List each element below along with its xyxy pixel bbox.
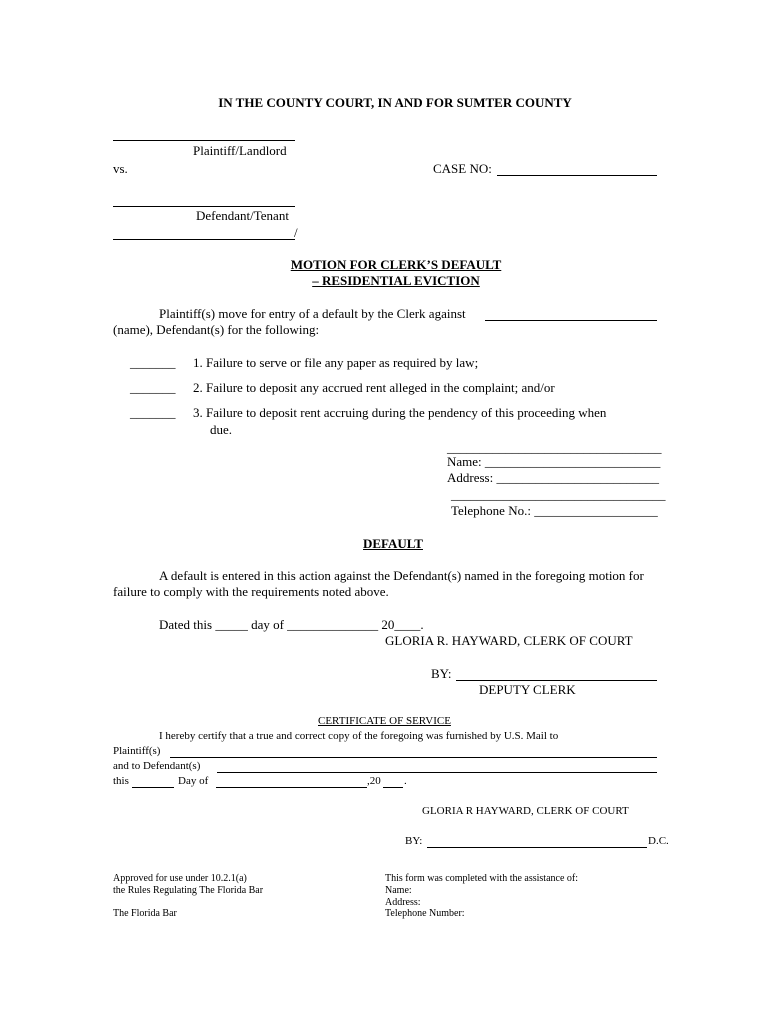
footer-assist-name: Name: [385, 885, 412, 896]
item2-blank: _______ [130, 380, 176, 395]
footer-approved2: the Rules Regulating The Florida Bar [113, 885, 264, 896]
item1-blank: _______ [130, 355, 176, 370]
motion-intro-line1: Plaintiff(s) move for entry of a default by the Clerk against [159, 306, 466, 321]
motion-intro-line2: (name), Defendant(s) for the following: [113, 322, 320, 337]
item2-text: 2. Failure to deposit any accrued rent alleged in the complaint; and/or [193, 380, 555, 395]
case-no-label: CASE NO: [433, 161, 492, 176]
signature-address: Address: _________________________ [447, 470, 659, 485]
default-by-line [456, 680, 657, 681]
certificate-by-line [427, 847, 647, 848]
caption-slash: / [294, 225, 298, 240]
footer-assist-address: Address: [385, 897, 421, 908]
default-title: DEFAULT [363, 536, 423, 551]
year-line [383, 787, 403, 788]
certificate-line1: I hereby certify that a true and correct copy of the foregoing was furnished by U.S. Mail to [159, 730, 559, 742]
certificate-clerk: GLORIA R HAYWARD, CLERK OF COURT [422, 805, 629, 817]
court-title: IN THE COUNTY COURT, IN AND FOR SUMTER COUNTY [218, 95, 572, 110]
footer-approved1: Approved for use under 10.2.1(a) [113, 873, 247, 884]
defendant-name-line [113, 206, 295, 207]
case-no-line [497, 175, 657, 176]
certificate-this: this [113, 775, 129, 787]
plaintiffs-line [170, 757, 657, 758]
plaintiff-label: Plaintiff/Landlord [193, 143, 287, 158]
defendants-line [217, 772, 657, 773]
certificate-title: CERTIFICATE OF SERVICE [318, 715, 451, 727]
this-day-line [132, 787, 174, 788]
certificate-day-of: Day of [178, 775, 209, 787]
footer-assist-telephone: Telephone Number: [385, 908, 465, 919]
defendant-against-line [485, 320, 657, 321]
certificate-year-end: . [404, 775, 407, 787]
item3-blank: _______ [130, 405, 176, 420]
default-by-label: BY: [431, 666, 452, 681]
item3-text: 3. Failure to deposit rent accruing during the pendency of this proceeding when [193, 405, 607, 420]
certificate-dc: D.C. [648, 835, 669, 847]
caption-close-line [113, 239, 295, 240]
vs-label: vs. [113, 161, 128, 176]
default-para-line2: failure to comply with the requirements noted above. [113, 584, 389, 599]
footer-assist1: This form was completed with the assistance of: [385, 873, 579, 884]
clerk-name: GLORIA R. HAYWARD, CLERK OF COURT [385, 633, 633, 648]
item1-text: 1. Failure to serve or file any paper as required by law; [193, 355, 479, 370]
certificate-by-label: BY: [405, 835, 423, 847]
deputy-clerk-label: DEPUTY CLERK [479, 682, 576, 697]
motion-title-line1: MOTION FOR CLERK’S DEFAULT [290, 257, 502, 272]
footer-florida-bar: The Florida Bar [113, 908, 177, 919]
signature-line: _________________________________ [447, 440, 662, 455]
plaintiff-name-line [113, 140, 295, 141]
item3-cont: due. [210, 422, 233, 437]
defendant-label: Defendant/Tenant [196, 208, 289, 223]
certificate-defendants: and to Defendant(s) [113, 760, 201, 772]
certificate-year: ,20 [367, 775, 381, 787]
signature-address-line2: _________________________________ [451, 487, 666, 502]
month-line [216, 787, 367, 788]
default-para-line1: A default is entered in this action against the Defendant(s) named in the foregoing motion for [159, 568, 644, 583]
motion-title-line2: – RESIDENTIAL EVICTION [312, 273, 480, 288]
dated-line: Dated this _____ day of ______________ 20____. [159, 617, 424, 632]
signature-name: Name: ___________________________ [447, 454, 661, 469]
certificate-plaintiffs: Plaintiff(s) [113, 745, 161, 757]
signature-telephone: Telephone No.: ___________________ [451, 503, 658, 518]
